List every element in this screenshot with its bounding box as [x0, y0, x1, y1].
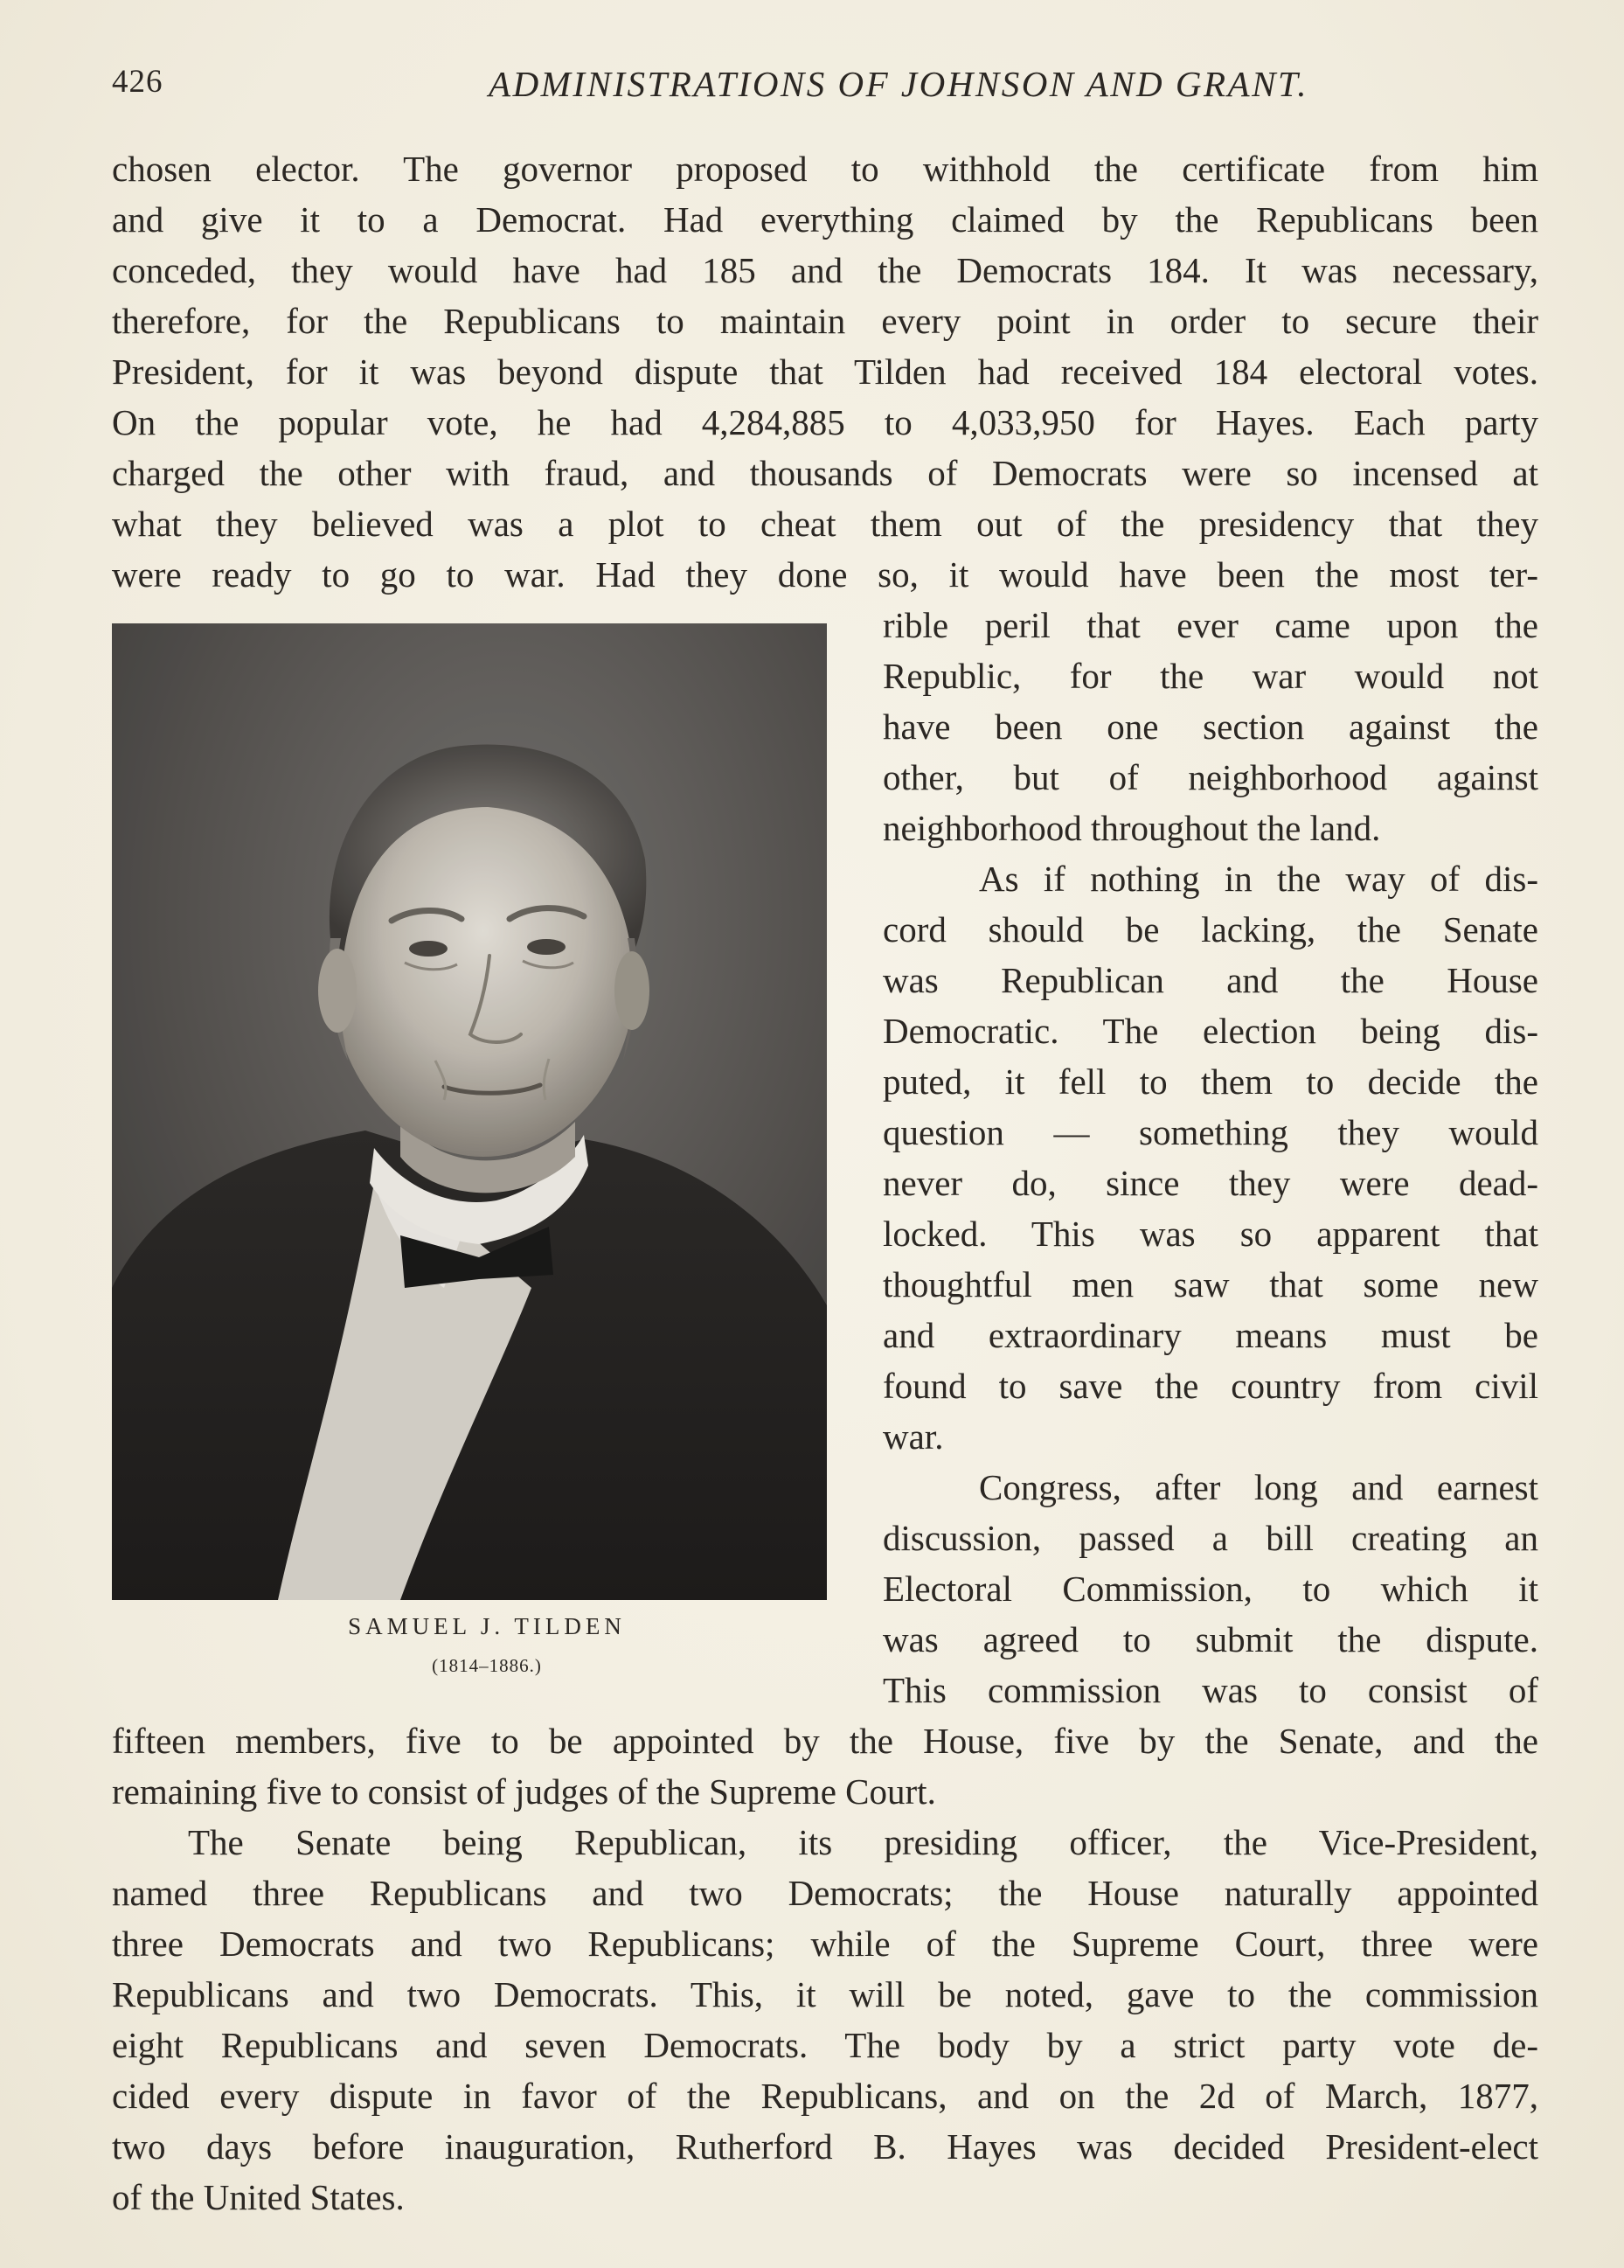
column-line: Democratic. The election being dis- [883, 1011, 1538, 1051]
body-line: eight Republicans and seven Democrats. The body by a strict party vote de- [112, 2025, 1538, 2065]
running-head: ADMINISTRATIONS OF JOHNSON AND GRANT. [489, 64, 1308, 104]
column-line: found to save the country from civil [883, 1366, 1538, 1406]
column-line: As if nothing in the way of dis- [979, 859, 1538, 899]
portrait-caption-name: SAMUEL J. TILDEN [348, 1613, 626, 1639]
body-line: Republicans and two Democrats. This, it will be noted, gave to the commission [112, 1974, 1538, 2014]
body-line: three Democrats and two Republicans; while of the Supreme Court, three were [112, 1924, 1538, 1964]
column-line: never do, since they were dead- [883, 1163, 1538, 1203]
portrait-caption-dates: (1814–1886.) [432, 1655, 542, 1676]
page-number: 426 [112, 64, 163, 100]
column-line: war. [883, 1416, 944, 1457]
column-line: locked. This was so apparent that [883, 1214, 1538, 1254]
body-line: chosen elector. The governor proposed to withhold the certificate from him [112, 149, 1538, 189]
column-line: was agreed to submit the dispute. [883, 1619, 1538, 1659]
body-line: of the United States. [112, 2177, 405, 2217]
page-header [112, 63, 1528, 115]
body-line: The Senate being Republican, its presiding officer, the Vice-President, [188, 1822, 1538, 1862]
column-line: Republic, for the war would not [883, 656, 1538, 696]
column-line: thoughtful men saw that some new [883, 1264, 1538, 1304]
body-line: cided every dispute in favor of the Republicans, and on the 2d of March, 1877, [112, 2076, 1538, 2116]
body-line: two days before inauguration, Rutherford B. Hayes was decided President-elect [112, 2126, 1538, 2167]
column-line: This commission was to consist of [883, 1670, 1538, 1710]
column-line: and extraordinary means must be [883, 1315, 1538, 1355]
body-line: President, for it was beyond dispute that Tilden had received 184 electoral votes. [112, 351, 1538, 392]
column-line: Electoral Commission, to which it [883, 1569, 1538, 1609]
body-line: what they believed was a plot to cheat them out of the presidency that they [112, 504, 1538, 544]
column-line: have been one section against the [883, 706, 1538, 747]
column-line: Congress, after long and earnest [979, 1467, 1538, 1507]
portrait-illustration [112, 623, 827, 1600]
column-line: was Republican and the House [883, 960, 1538, 1000]
column-line: question — something they would [883, 1112, 1538, 1152]
body-line: were ready to go to war. Had they done so, it would have been the most ter- [112, 554, 1538, 595]
column-line: rible peril that ever came upon the [883, 605, 1538, 645]
column-line: cord should be lacking, the Senate [883, 909, 1538, 950]
column-line: other, but of neighborhood against [883, 757, 1538, 797]
body-line: therefore, for the Republicans to maintain every point in order to secure their [112, 301, 1538, 341]
body-line: named three Republicans and two Democrats; the House naturally appointed [112, 1873, 1538, 1913]
column-line: discussion, passed a bill creating an [883, 1518, 1538, 1558]
body-line: charged the other with fraud, and thousands of Democrats were so incensed at [112, 453, 1538, 493]
body-line: conceded, they would have had 185 and the Democrats 184. It was necessary, [112, 250, 1538, 290]
column-line: puted, it fell to them to decide the [883, 1061, 1538, 1102]
body-line: fifteen members, five to be appointed by the House, five by the Senate, and the [112, 1721, 1538, 1761]
column-line: neighborhood throughout the land. [883, 808, 1381, 848]
body-line: On the popular vote, he had 4,284,885 to 4,033,950 for Hayes. Each party [112, 402, 1538, 442]
body-line: and give it to a Democrat. Had everything claimed by the Republicans been [112, 199, 1538, 240]
body-line: remaining five to consist of judges of the Supreme Court. [112, 1771, 936, 1812]
portrait-image [112, 623, 827, 1600]
